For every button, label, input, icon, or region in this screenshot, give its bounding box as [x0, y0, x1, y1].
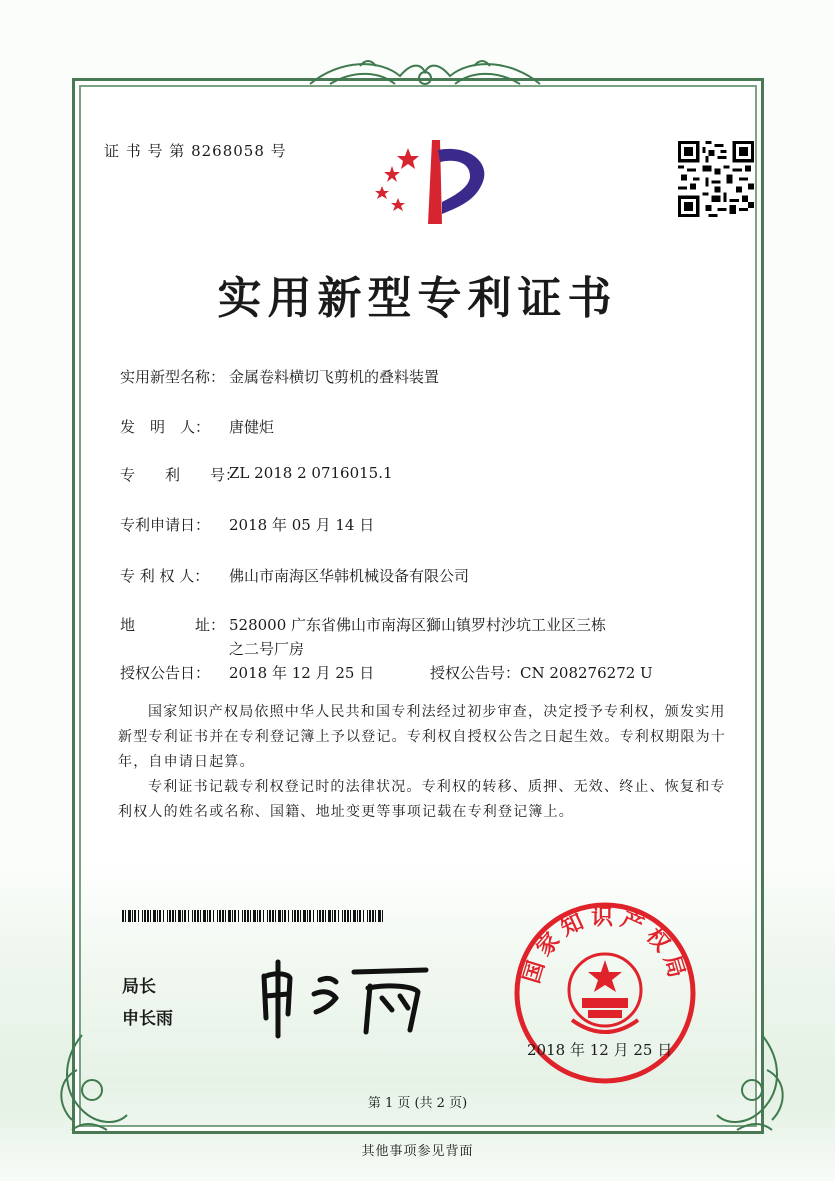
corner-ornament-right-icon [712, 1030, 792, 1140]
notice-paragraph: 国家知识产权局依照中华人民共和国专利法经过初步审查，决定授予专利权，颁发实用新型专利证书并在专利登记簿上予以登记。专利权自授权公告之日起生效。专利权期限为十年，自申请日起算。 [118, 704, 726, 770]
page-number: 第 1 页 (共 2 页) [367, 1096, 468, 1111]
seal-date: 2018 年 12 月 25 日 [527, 1041, 673, 1059]
field-label: 地 址： [120, 616, 226, 634]
field-label: 授权公告号： [430, 664, 521, 682]
field-label: 实用新型名称： [120, 368, 226, 386]
field-value-line2: 之二号厂房 [229, 640, 305, 658]
field-label: 专 利 号： [120, 466, 241, 484]
field-value: 唐健炬 [229, 418, 275, 436]
field-value: 2018 年 05 月 14 日 [229, 516, 375, 534]
field-value: 金属卷料横切飞剪机的叠料装置 [229, 368, 440, 386]
cnipa-logo-icon [370, 136, 496, 228]
barcode-icon [122, 910, 388, 922]
seal-text: 国家知识产权局 [519, 905, 691, 987]
field-value: ZL 2018 2 0716015.1 [229, 464, 393, 482]
field-label: 发 明 人： [120, 418, 211, 436]
field-label: 专 利 权 人： [120, 567, 210, 585]
certificate-notice [118, 700, 730, 825]
top-ornament-icon [300, 54, 550, 94]
qr-code-icon [678, 139, 754, 219]
corner-ornament-left-icon [52, 1030, 132, 1140]
signature-icon [258, 958, 438, 1040]
footer-note: 其他事项参见背面 [361, 1144, 474, 1159]
notice-paragraph: 专利证书记载专利权登记时的法律状况。专利权的转移、质押、无效、终止、恢复和专利权人的姓名或名称、国籍、地址变更等事项记载在专利登记簿上。 [118, 779, 726, 820]
field-label: 授权公告日： [120, 664, 211, 682]
certificate-title: 实用新型专利证书 [217, 273, 618, 324]
field-value: 528000 广东省佛山市南海区獅山镇罗村沙坑工业区三栋 [229, 616, 607, 634]
signer-name: 申长雨 [122, 1009, 173, 1029]
certificate-number: 证 书 号 第 8268058 号 [104, 142, 287, 160]
field-value: 佛山市南海区华韩机械设备有限公司 [229, 567, 470, 585]
field-grant-announcement-number [430, 662, 653, 683]
signer-title: 局长 [122, 977, 156, 997]
field-value: 2018 年 12 月 25 日 [229, 664, 375, 682]
field-value: CN 208276272 U [520, 664, 653, 682]
field-label: 专利申请日： [120, 516, 211, 534]
